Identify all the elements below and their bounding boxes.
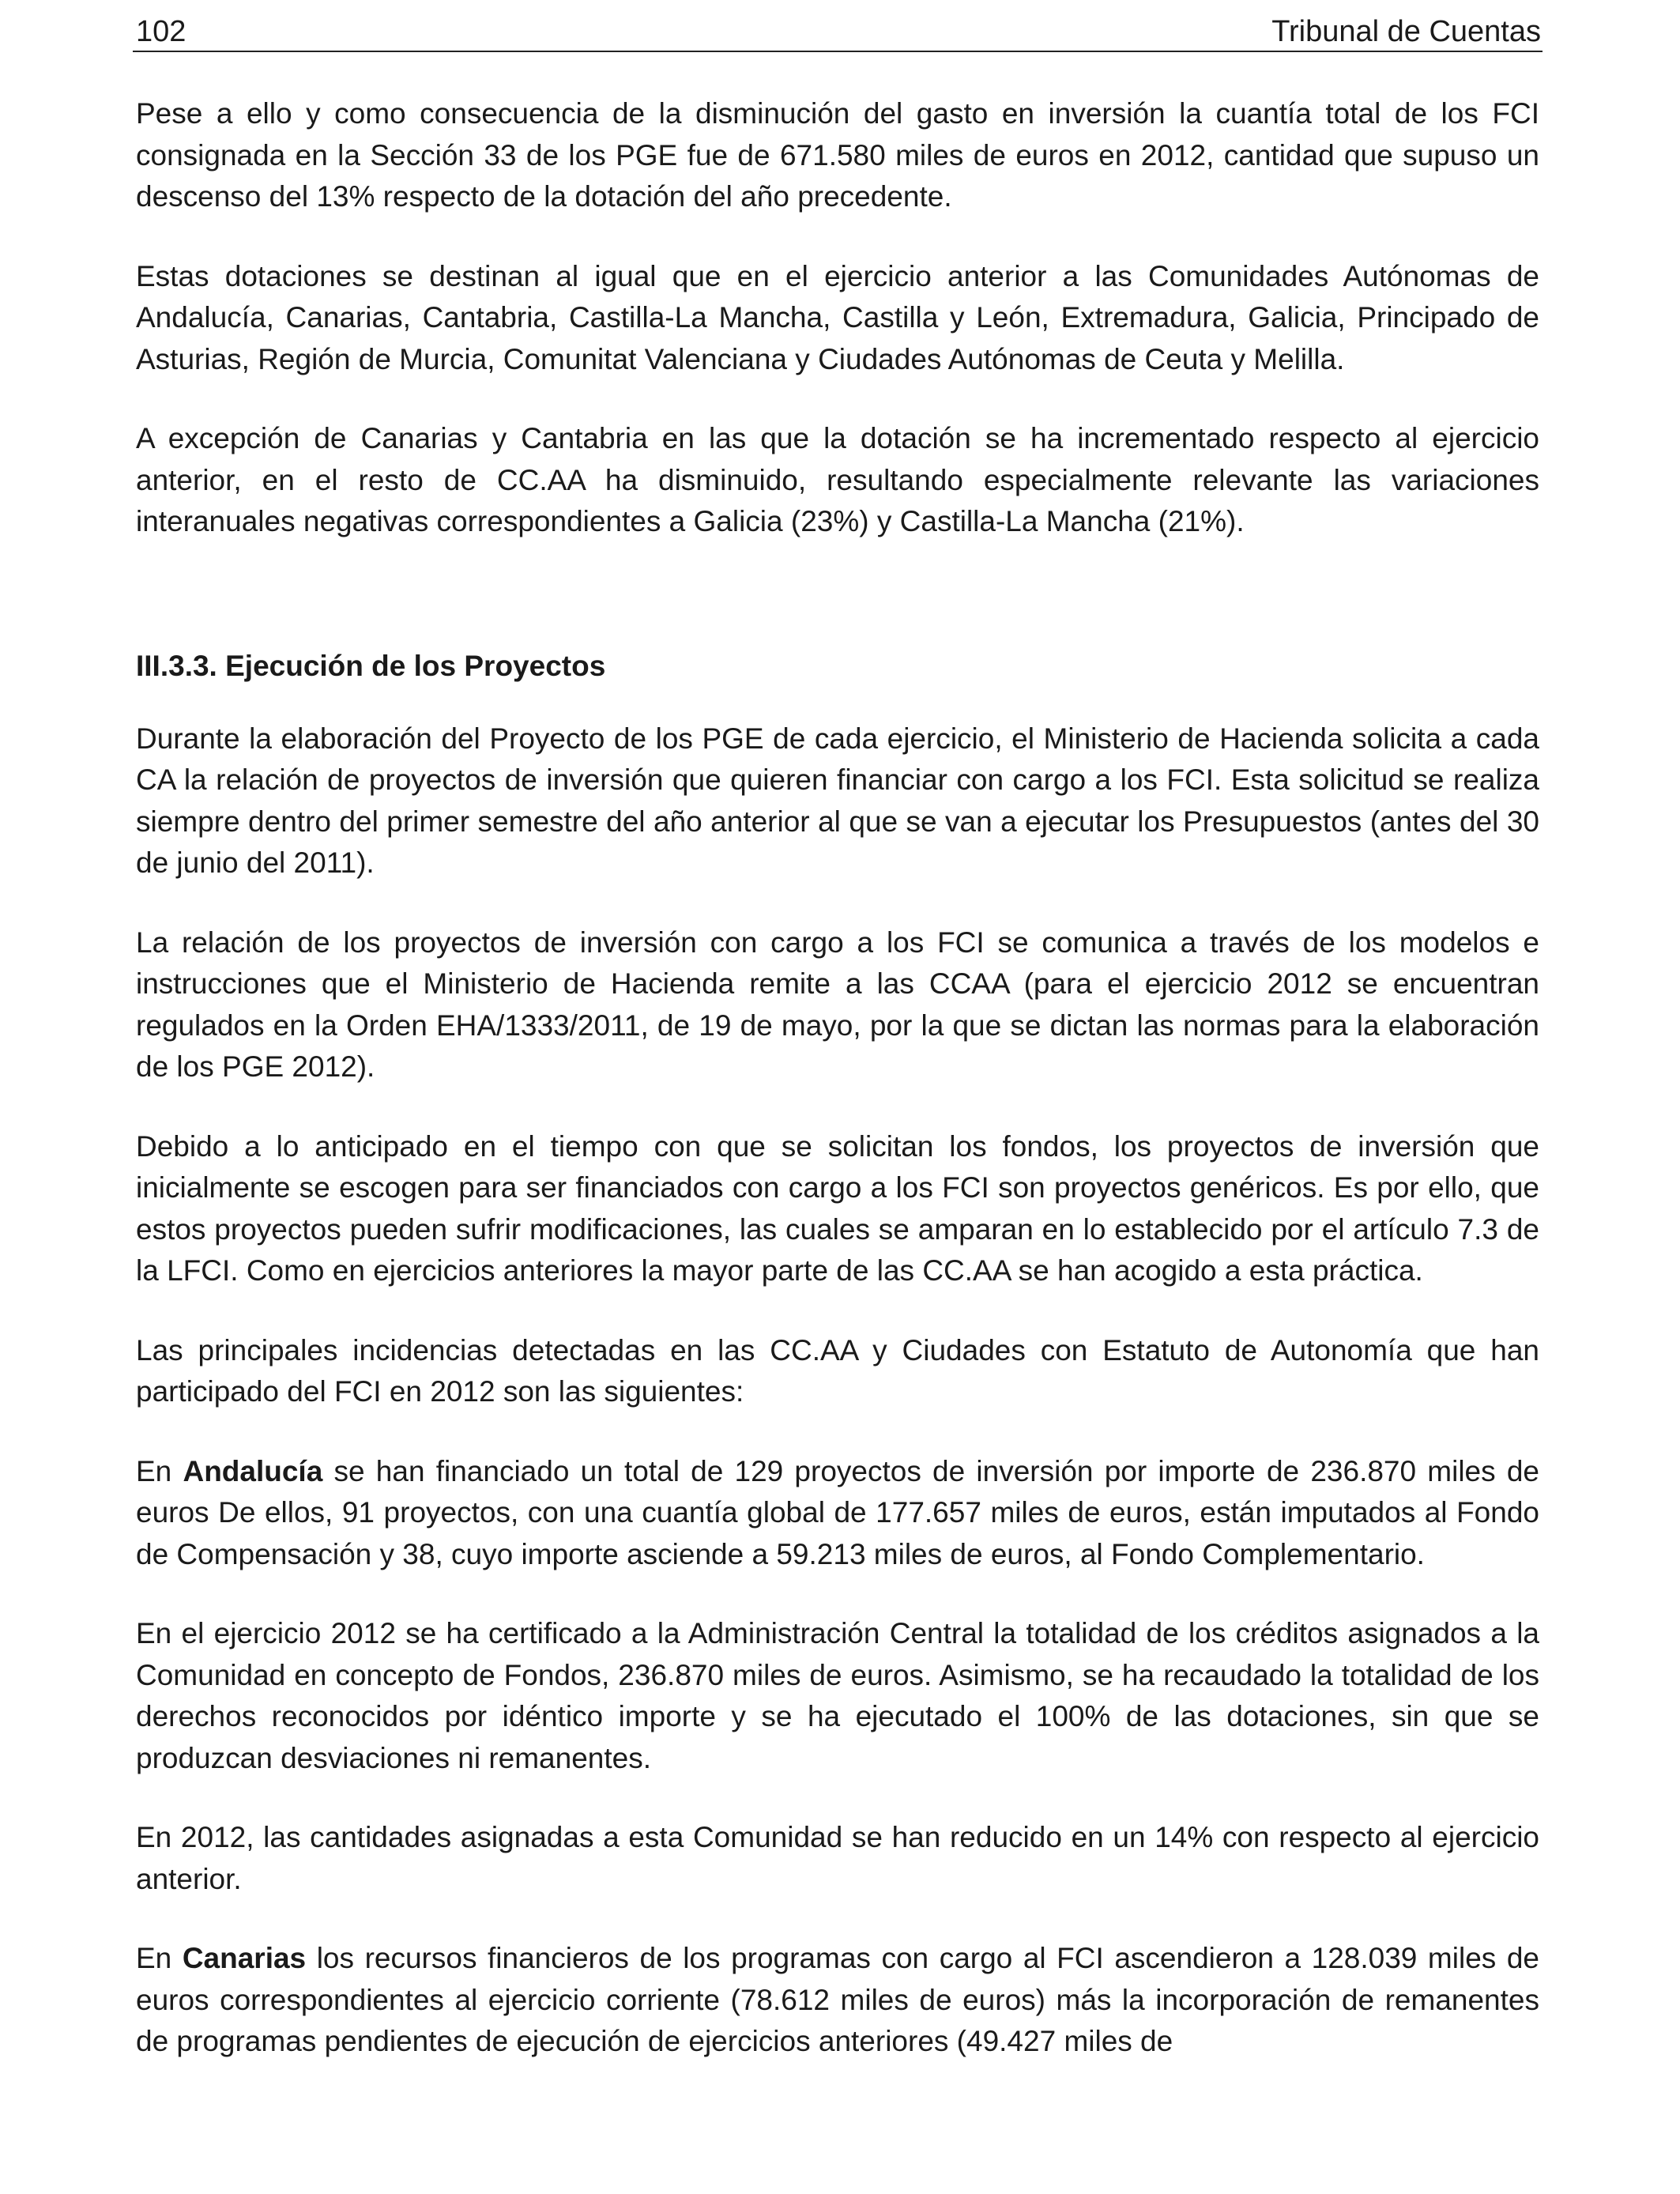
paragraph-elaboracion: Durante la elaboración del Proyecto de los PGE de cada ejercicio, el Ministerio de Hacienda solicita a cada CA la relación de proyectos de inversión que quieren financiar con cargo a los FCI. Esta solicitud se realiza siempre dentro del primer semestre del año anterior al que se van a ejecutar los Presupuestos (antes del 30 de junio del 2011). [136, 722, 1539, 879]
section-heading: III.3.3. Ejecución de los Proyectos [136, 649, 606, 682]
andalucia-intro: En [136, 1454, 183, 1487]
paragraph-fci-total: Pese a ello y como consecuencia de la disminución del gasto en inversión la cuantía total de los FCI consignada en la Sección 33 de los PGE fue de 671.580 miles de euros en 2012, cantidad que supuso un descenso del 13% respecto de la dotación del año precedente. [136, 97, 1539, 213]
canarias-text: los recursos financieros de los programas con cargo al FCI ascendieron a 128.039 miles de euros correspondientes al ejercicio corriente (78.612 miles de euros) más la incorporación de remanentes de programas pendientes de ejecución de ejercicios anteriores (49.427 miles de [136, 1942, 1539, 2057]
canarias-intro: En [136, 1942, 183, 1974]
canarias-name: Canarias [182, 1942, 307, 1974]
andalucia-name: Andalucía [183, 1454, 323, 1487]
paragraph-excepcion: A excepción de Canarias y Cantabria en las que la dotación se ha incrementado respecto al ejercicio anterior, en el resto de CC.AA ha disminuido, resultando especialmente relevante las variaciones interanuales negativas correspondientes a Galicia (23%) y Castilla-La Mancha (21%). [136, 422, 1539, 537]
paragraph-dotaciones: Estas dotaciones se destinan al igual que en el ejercicio anterior a las Comunidades Autónomas de Andalucía, Canarias, Cantabria, Castilla-La Mancha, Castilla y León, Extremadura, Galicia, Principado de Asturias, Región de Murcia, Comunitat Valenciana y Ciudades Autónomas de Ceuta y Melilla. [136, 259, 1539, 375]
paragraph-andalucia [136, 1451, 1539, 1576]
running-title: Tribunal de Cuentas [1271, 15, 1541, 48]
paragraph-reduccion: En 2012, las cantidades asignadas a esta Comunidad se han reducido en un 14% con respecto al ejercicio anterior. [136, 1821, 1539, 1895]
page-body [136, 93, 1539, 2063]
paragraph-incidencias: Las principales incidencias detectadas en las CC.AA y Ciudades con Estatuto de Autonomía que han participado del FCI en 2012 son las siguientes: [136, 1333, 1539, 1408]
andalucia-text: se han financiado un total de 129 proyectos de inversión por importe de 236.870 miles de euros De ellos, 91 proyectos, con una cuantía global de 177.657 miles de euros, están imputados al Fondo de Compensación y 38, cuyo importe asciende a 59.213 miles de euros, al Fondo Complementario. [136, 1454, 1539, 1570]
paragraph-anticipado: Debido a lo anticipado en el tiempo con que se solicitan los fondos, los proyectos de inversión que inicialmente se escogen para ser financiados con cargo a los FCI son proyectos genéricos. Es por ello, que estos proyectos pueden sufrir modificaciones, las cuales se amparan en lo establecido por el artículo 7.3 de la LFCI. Como en ejercicios anteriores la mayor parte de las CC.AA se han acogido a esta práctica. [136, 1129, 1539, 1287]
page-number: 102 [136, 15, 186, 48]
paragraph-relacion: La relación de los proyectos de inversión con cargo a los FCI se comunica a través de los modelos e instrucciones que el Ministerio de Hacienda remite a las CCAA (para el ejercicio 2012 se encuentran regulados en la Orden EHA/1333/2011, de 19 de mayo, por la que se dictan las normas para la elaboración de los PGE 2012). [136, 925, 1539, 1083]
paragraph-canarias [136, 1938, 1539, 2063]
page-header [133, 11, 1543, 52]
paragraph-certificacion: En el ejercicio 2012 se ha certificado a la Administración Central la totalidad de los créditos asignados a la Comunidad en concepto de Fondos, 236.870 miles de euros. Asimismo, se ha recaudado la totalidad de los derechos reconocidos por idéntico importe y se ha ejecutado el 100% de las dotaciones, sin que se produzcan desviaciones ni remanentes. [136, 1617, 1539, 1774]
